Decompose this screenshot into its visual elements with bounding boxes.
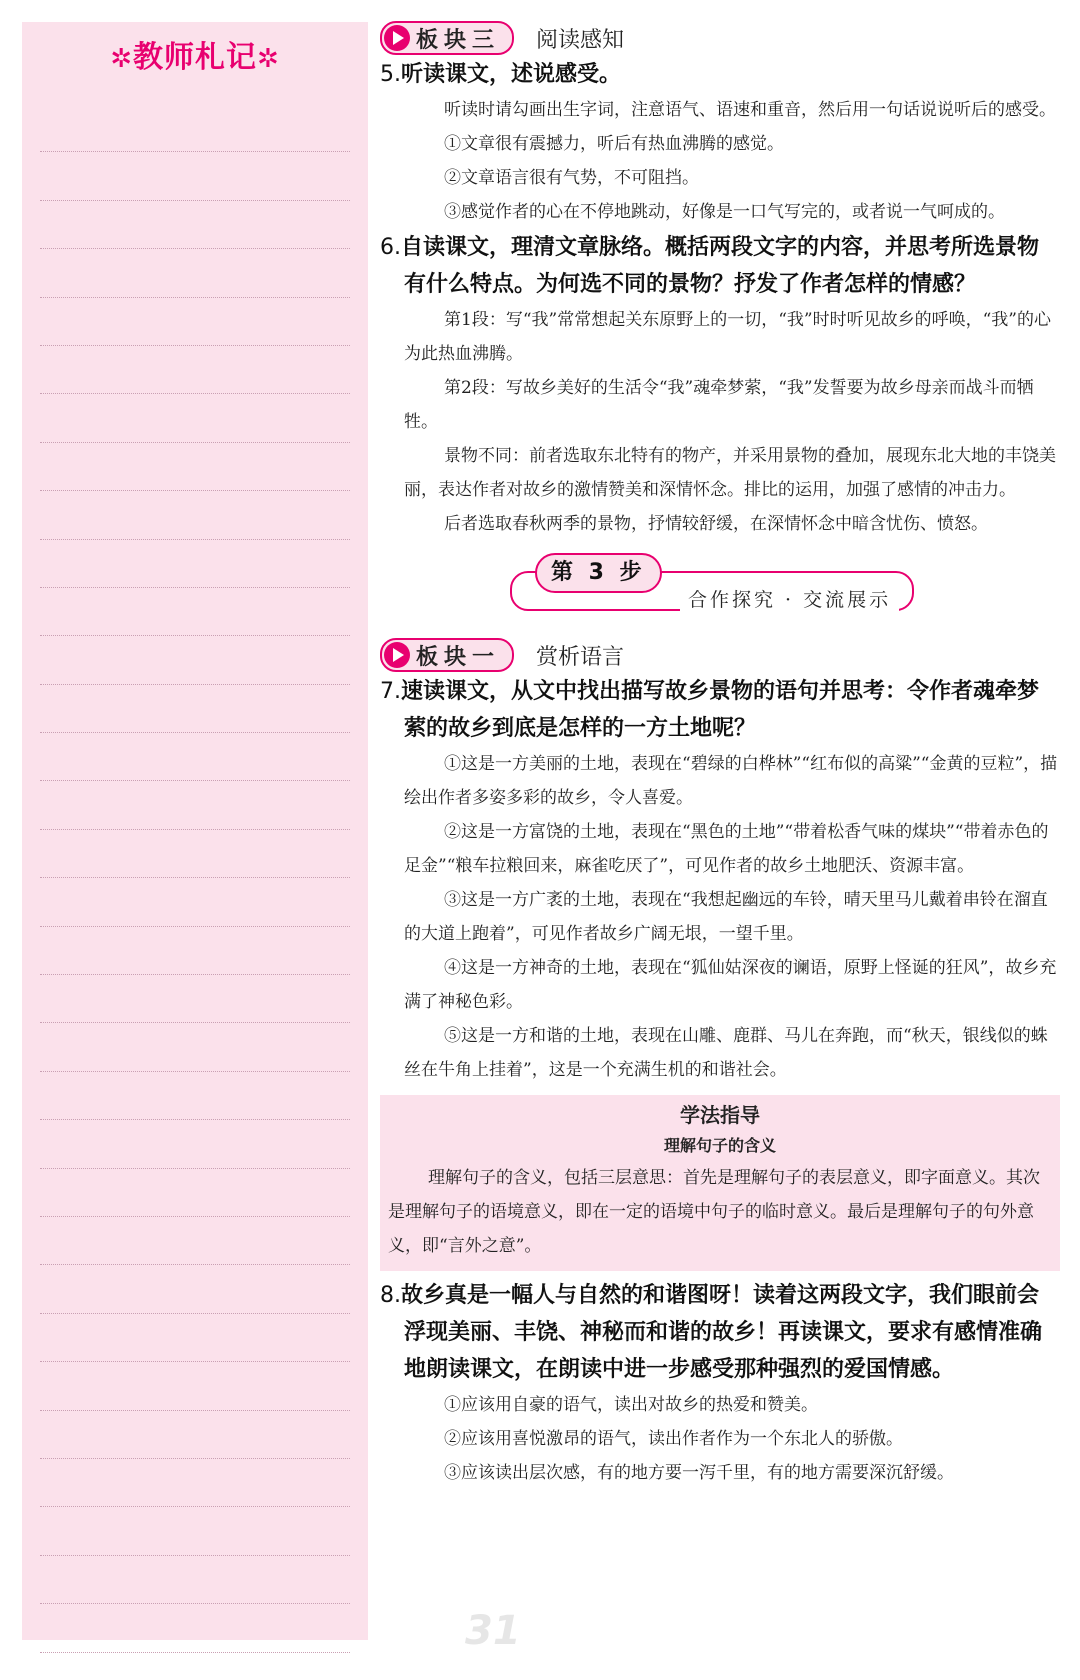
q7-answer: ⑤这是一方和谐的土地，表现在山雕、鹿群、马儿在奔跑，而“秋天，银线似的蛛丝在牛角上挂着”，这是一个充满生机的和谐社会。 xyxy=(404,1026,1048,1080)
teacher-notes-panel xyxy=(22,22,368,1640)
note-line xyxy=(40,1459,350,1507)
play-arrow-icon xyxy=(384,642,410,668)
block1-tag xyxy=(380,638,514,672)
guide-subtitle: 理解句子的含义 xyxy=(663,1136,776,1155)
q6-num: 6. xyxy=(380,235,401,260)
note-line xyxy=(40,394,350,442)
q7-answer: ③这是一方广袤的土地，表现在“我想起幽远的车铃，晴天里马儿戴着串铃在溜直的大道上跑着”，可见作者故乡广阔无垠，一望千里。 xyxy=(404,890,1048,944)
q6-text: 自读课文，理清文章脉络。概括两段文字的内容，并思考所选景物有什么特点。为何选不同的景物？抒发了作者怎样的情感？ xyxy=(401,235,1040,297)
main-content xyxy=(380,20,1060,1490)
note-line xyxy=(40,540,350,588)
q5-text: 听读课文，述说感受。 xyxy=(401,62,622,87)
q6-answer: 景物不同：前者选取东北特有的物产，并采用景物的叠加，展现东北大地的丰饶美丽，表达作者对故乡的激情赞美和深情怀念。排比的运用，加强了感情的冲击力。 xyxy=(404,446,1056,500)
guide-text: 理解句子的含义，包括三层意思：首先是理解句子的表层意义，即字面意义。其次是理解句子的语境意义，即在一定的语境中句子的临时意义。最后是理解句子的句外意义，即“言外之意”。 xyxy=(388,1168,1040,1256)
note-line xyxy=(40,346,350,394)
study-guide-box xyxy=(380,1095,1060,1271)
block1-header xyxy=(380,637,1060,673)
block3-tag-text: 板块三 xyxy=(416,27,501,53)
note-line xyxy=(40,443,350,491)
flower-icon: ✲ xyxy=(257,44,280,74)
q7-num: 7. xyxy=(380,679,401,704)
q5-answer: ③感觉作者的心在不停地跳动，好像是一口气写完的，或者说一气呵成的。 xyxy=(444,202,1005,222)
block3-header xyxy=(380,20,1060,56)
q6-answer: 第1段：写“我”常常想起关东原野上的一切，“我”时时听见故乡的呼唤，“我”的心为此热血沸腾。 xyxy=(404,310,1051,364)
note-line xyxy=(40,152,350,200)
note-line xyxy=(40,1169,350,1217)
step-label: 第 3 步 xyxy=(535,553,662,593)
note-line xyxy=(40,685,350,733)
note-line xyxy=(40,1411,350,1459)
q7-answer: ④这是一方神奇的土地，表现在“狐仙姑深夜的谰语，原野上怪诞的狂风”，故乡充满了神秘色彩。 xyxy=(404,958,1057,1012)
step-3-banner xyxy=(380,551,1060,631)
note-line xyxy=(40,298,350,346)
note-line xyxy=(40,1023,350,1071)
q5-answer: ①文章很有震撼力，听后有热血沸腾的感觉。 xyxy=(444,134,784,154)
play-arrow-icon xyxy=(384,25,410,51)
note-line xyxy=(40,1362,350,1410)
q6-answer: 第2段：写故乡美好的生活令“我”魂牵梦萦，“我”发誓要为故乡母亲而战斗而牺牲。 xyxy=(404,378,1034,432)
note-line xyxy=(40,733,350,781)
note-line xyxy=(40,636,350,684)
q8-text: 故乡真是一幅人与自然的和谐图呀！读着这两段文字，我们眼前会浮现美丽、丰饶、神秘而和谐的故乡！再读课文，要求有感情准确地朗读课文，在朗读中进一步感受那种强烈的爱国情感。 xyxy=(401,1283,1043,1382)
note-line xyxy=(40,1217,350,1265)
block3-title: 阅读感知 xyxy=(536,27,625,53)
block1-tag-text: 板块一 xyxy=(416,644,501,670)
page-number: 31 xyxy=(465,1608,521,1654)
notes-title: 教师札记 xyxy=(133,40,257,75)
note-line xyxy=(40,781,350,829)
note-line xyxy=(40,1604,350,1652)
q5-prompt: 听读时请勾画出生字词，注意语气、语速和重音，然后用一句话说说听后的感受。 xyxy=(444,100,1056,120)
block1-title: 赏析语言 xyxy=(536,644,625,670)
q8-answer: ②应该用喜悦激昂的语气，读出作者作为一个东北人的骄傲。 xyxy=(444,1429,903,1449)
flower-icon: ✲ xyxy=(110,44,133,74)
q7-answer: ②这是一方富饶的土地，表现在“黑色的土地”“带着松香气味的煤块”“带着赤色的足金”“粮车拉粮回来，麻雀吃厌了”，可见作者的故乡土地肥沃、资源丰富。 xyxy=(404,822,1049,876)
q8-answer: ①应该用自豪的语气，读出对故乡的热爱和赞美。 xyxy=(444,1395,818,1415)
q7-text: 速读课文，从文中找出描写故乡景物的语句并思考：令作者魂牵梦萦的故乡到底是怎样的一方土地呢？ xyxy=(401,679,1040,741)
notes-title-row xyxy=(22,32,368,76)
q5-num: 5. xyxy=(380,62,401,87)
notes-ruled-lines xyxy=(40,104,350,1653)
block3-tag xyxy=(380,21,514,55)
q5-answer: ②文章语言很有气势，不可阻挡。 xyxy=(444,168,699,188)
guide-title: 学法指导 xyxy=(680,1103,760,1127)
question-7 xyxy=(380,673,1060,747)
note-line xyxy=(40,104,350,152)
note-line xyxy=(40,830,350,878)
note-line xyxy=(40,249,350,297)
step-subtitle: 合作探究 · 交流展示 xyxy=(680,585,899,612)
question-5 xyxy=(380,56,1060,93)
q7-answer: ①这是一方美丽的土地，表现在“碧绿的白桦林”“红布似的高粱”“金黄的豆粒”，描绘出作者多姿多彩的故乡，令人喜爱。 xyxy=(404,754,1058,808)
question-6 xyxy=(380,229,1060,303)
note-line xyxy=(40,1120,350,1168)
note-line xyxy=(40,975,350,1023)
note-line xyxy=(40,1265,350,1313)
note-line xyxy=(40,588,350,636)
note-line xyxy=(40,491,350,539)
note-line xyxy=(40,1556,350,1604)
q8-answer: ③应该读出层次感，有的地方要一泻千里，有的地方需要深沉舒缓。 xyxy=(444,1463,954,1483)
note-line xyxy=(40,1507,350,1555)
note-line xyxy=(40,1072,350,1120)
note-line xyxy=(40,201,350,249)
note-line xyxy=(40,878,350,926)
q6-answer: 后者选取春秋两季的景物，抒情较舒缓，在深情怀念中暗含忧伤、愤怒。 xyxy=(444,514,988,534)
q8-num: 8. xyxy=(380,1283,401,1308)
note-line xyxy=(40,927,350,975)
question-8 xyxy=(380,1277,1060,1388)
note-line xyxy=(40,1314,350,1362)
